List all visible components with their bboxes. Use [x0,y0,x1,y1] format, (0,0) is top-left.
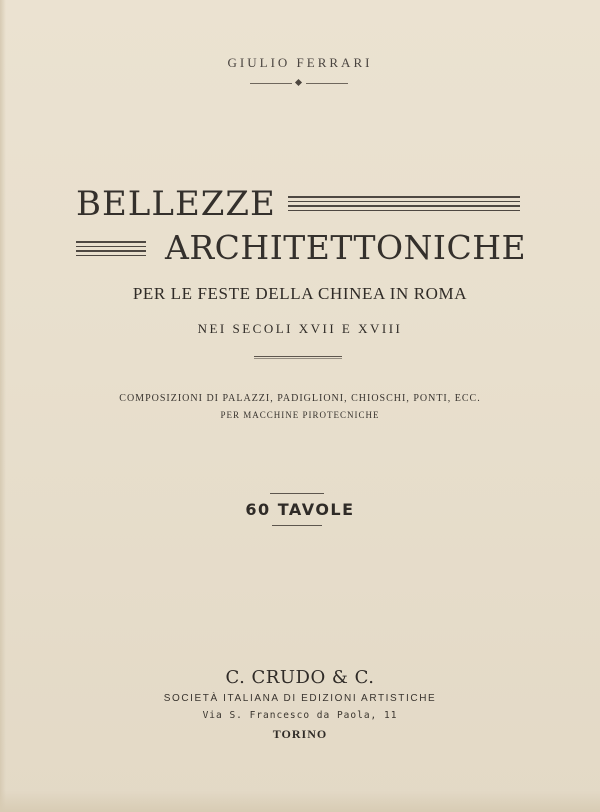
publisher-name: C. CRUDO & C. [225,667,375,688]
subtitle-line-2: NEI SECOLI XVII E XVIII [197,321,403,336]
title-line-1: BELLEZZE [76,184,276,224]
publisher-city: TORINO [272,727,328,741]
plates-rule-top [270,493,324,494]
paper-edge-shadow [0,0,6,812]
subtitle-line-1: PER LE FESTE DELLA CHINEA IN ROMA [132,284,468,303]
paper-bottom-shadow [0,790,600,812]
publisher-address: Via S. Francesco da Paola, 11 [202,710,398,721]
diamond-ornament-icon [295,79,302,86]
section-divider [254,356,342,357]
plates-count: 60 TAVOLE [245,500,355,519]
publisher-society: SOCIETÀ ITALIANA DI EDIZIONI ARTISTICHE [163,693,437,704]
title-rule-left [76,241,146,259]
section-divider-shadow [254,358,342,359]
author-name: GIULIO FERRARI [227,55,373,70]
title-rule-right [288,196,520,214]
description-line-2: PER MACCHINE PIROTECNICHE [220,410,380,420]
title-line-2: ARCHITETTONICHE [165,228,527,267]
author-ornament [250,80,348,86]
plates-rule-bottom [272,525,322,526]
description-line-1: COMPOSIZIONI DI PALAZZI, PADIGLIONI, CHIOSCHI, PONTI, ECC. [119,393,481,404]
